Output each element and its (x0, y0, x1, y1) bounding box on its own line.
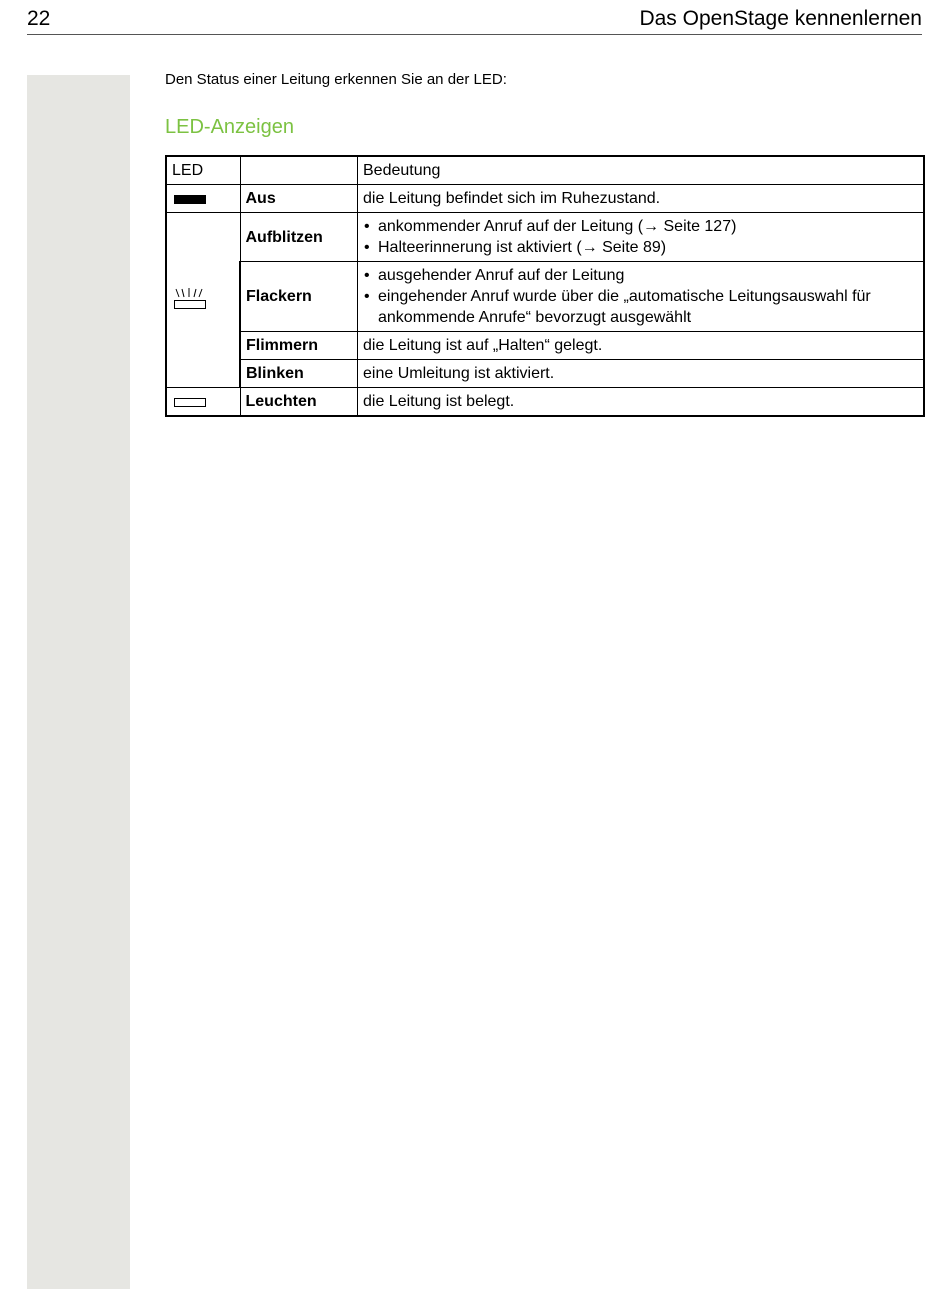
state-label: Flimmern (240, 332, 358, 360)
chapter-title: Das OpenStage kennenlernen (639, 7, 922, 30)
header-state (240, 156, 358, 185)
table-row (166, 360, 924, 388)
table-row (166, 262, 924, 332)
meaning-bullet: • Halteerinnerung ist aktiviert (→ Seite 89) (363, 237, 918, 258)
state-label: Leuchten (240, 388, 358, 417)
meaning-cell: die Leitung ist belegt. (358, 388, 925, 417)
led-on-icon (172, 395, 208, 409)
table-row (166, 213, 924, 262)
led-status-table (165, 155, 925, 417)
led-cell (166, 213, 240, 388)
side-margin-bar (27, 75, 130, 1289)
state-label: Flackern (240, 262, 358, 332)
meaning-cell (358, 213, 925, 262)
section-title: LED-Anzeigen (165, 116, 294, 138)
state-label: Blinken (240, 360, 358, 388)
meaning-cell: die Leitung ist auf „Halten“ gelegt. (358, 332, 925, 360)
meaning-bullet: • eingehender Anruf wurde über die „automatische Leitungsauswahl für ankommende Anrufe“ bevorzugt ausgewählt (363, 286, 918, 328)
table-header-row (166, 156, 924, 185)
meaning-bullet: • ausgehender Anruf auf der Leitung (363, 265, 918, 286)
meaning-cell: die Leitung befindet sich im Ruhezustand. (358, 185, 925, 213)
meaning-bullet: • ankommender Anruf auf der Leitung (→ Seite 127) (363, 216, 918, 237)
intro-text: Den Status einer Leitung erkennen Sie an der LED: (165, 71, 507, 88)
meaning-cell (358, 262, 925, 332)
table-row (166, 332, 924, 360)
state-label: Aufblitzen (240, 213, 358, 262)
meaning-cell: eine Umleitung ist aktiviert. (358, 360, 925, 388)
led-blinking-icon (172, 287, 208, 313)
table-row (166, 388, 924, 417)
header-meaning: Bedeutung (358, 156, 925, 185)
page-header (27, 6, 922, 35)
table-row (166, 185, 924, 213)
led-cell (166, 185, 240, 213)
led-off-icon (172, 192, 208, 206)
led-cell (166, 388, 240, 417)
state-label: Aus (240, 185, 358, 213)
page-number: 22 (27, 7, 51, 30)
header-led: LED (166, 156, 240, 185)
